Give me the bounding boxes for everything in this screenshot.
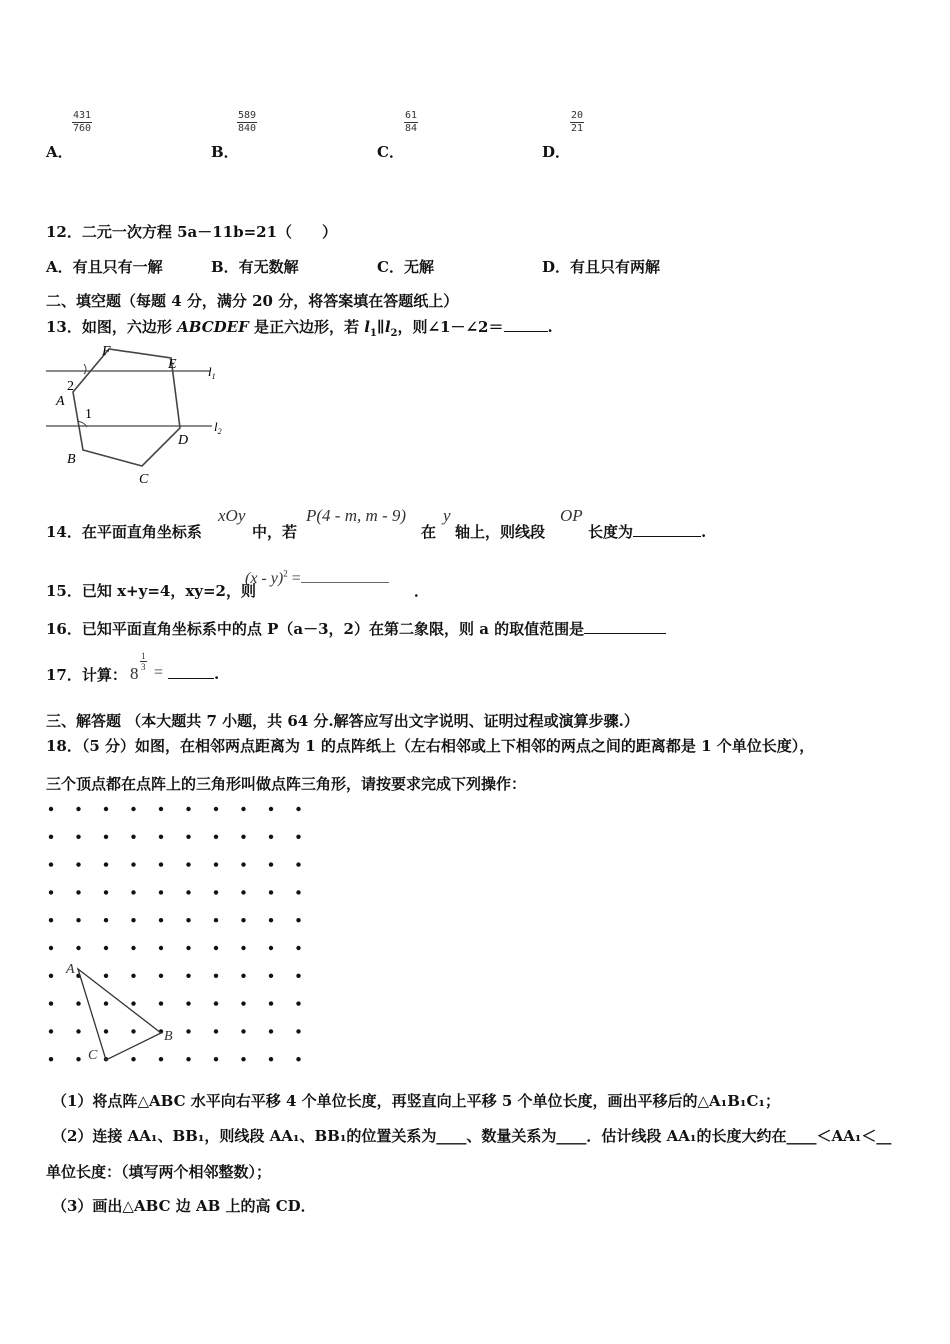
lattice-dot (186, 1001, 190, 1005)
lattice-dot (104, 946, 108, 950)
vertex-label-f: F (102, 344, 111, 359)
q11-option-d-fraction (570, 110, 584, 135)
lattice-dot (214, 890, 218, 894)
q14-mid2: 在 (421, 523, 437, 541)
q17-power-base: 8 (130, 664, 139, 683)
q14-plane-xoy: xOy (218, 506, 246, 525)
q13-stem-prefix: 13．如图，六边形 (46, 318, 178, 336)
q11-option-a-label: A． (46, 143, 73, 161)
q18-part1: （1）将点阵△ABC 水平向右平移 4 个单位长度，再竖直向上平移 5 个单位长度，画出平移后的△A₁B₁C₁； (52, 1092, 780, 1110)
lattice-dot (159, 974, 163, 978)
line-label-l1: $l_1$ (208, 364, 216, 381)
lattice-dot (159, 835, 163, 839)
lattice-dot (76, 862, 80, 866)
lattice-dot (296, 946, 300, 950)
lattice-dot (104, 890, 108, 894)
lattice-dot (131, 1029, 135, 1033)
lattice-dot (214, 862, 218, 866)
lattice-dot (214, 1001, 218, 1005)
fraction-numerator: 20 (571, 110, 584, 121)
q15-expr-power: 2 (283, 568, 288, 579)
lattice-dot (296, 1029, 300, 1033)
lattice-dot (49, 835, 53, 839)
lattice-dot (131, 918, 135, 922)
lattice-dot (241, 946, 245, 950)
lattice-dot (214, 918, 218, 922)
lattice-dot (76, 835, 80, 839)
lattice-dot (159, 1057, 163, 1061)
q12-option-c: C．无解 (377, 258, 434, 276)
q12-stem: 12．二元一次方程 5a－11b=21（ ） (46, 223, 338, 241)
lattice-dot (186, 1057, 190, 1061)
lattice-dot (186, 918, 190, 922)
fraction-numerator: 61 (405, 110, 418, 121)
q11-option-c-fraction (404, 110, 418, 135)
q18-line1: 18．（5 分）如图，在相邻两点距离为 1 的点阵纸上（左右相邻或上下相邻的两点之间的距离都是 1 个单位长度）， (46, 737, 815, 755)
lattice-dot (131, 835, 135, 839)
lattice-label-a: A (66, 962, 75, 977)
q17-equals: = (154, 664, 164, 681)
vertex-label-d: D (178, 433, 189, 448)
section-3-title: 三、解答题 （本大题共 7 小题，共 64 分.解答应写出文字说明、证明过程或演算步骤.） (46, 712, 639, 730)
vertex-label-c: C (139, 472, 149, 487)
lattice-dot (49, 1057, 53, 1061)
triangle-abc (78, 969, 161, 1060)
lattice-dot (186, 862, 190, 866)
lattice-dot (296, 1057, 300, 1061)
line-label-l2: $l_2$ (214, 419, 222, 436)
lattice-dot (296, 807, 300, 811)
angle-label-1: 1 (85, 407, 92, 422)
lattice-dot (269, 890, 273, 894)
q15-prefix: 15．已知 x+y=4，xy=2，则 (46, 582, 256, 600)
lattice-dot (159, 862, 163, 866)
fraction-denominator: 21 (571, 123, 584, 134)
lattice-dot (186, 974, 190, 978)
q12-option-b: B．有无数解 (211, 258, 299, 276)
lattice-dot (186, 1029, 190, 1033)
q17-answer (168, 664, 219, 683)
q18-part2a: （2）连接 AA₁、BB₁，则线段 AA₁、BB₁的位置关系为____、数量关系为____．估计线段 AA₁的长度大约在____＜AA₁＜__ (52, 1127, 892, 1145)
q13-parallel-sign: ∥ (376, 318, 385, 336)
lattice-dot (76, 1029, 80, 1033)
q17-exponent-denominator: 3 (141, 662, 146, 672)
lattice-dot (104, 835, 108, 839)
angle-2-arc (84, 364, 86, 374)
q14-prefix: 14．在平面直角坐标系 (46, 523, 202, 541)
q17-prefix: 17．计算： (46, 666, 127, 684)
q15-equals: = (291, 570, 301, 587)
q11-option-b-label: B． (211, 143, 239, 161)
fraction-denominator: 760 (73, 123, 92, 134)
lattice-dot (214, 974, 218, 978)
q14-axis-y: y (443, 506, 451, 525)
q13-hexagon-figure (40, 340, 240, 490)
q11-option-b-fraction (237, 110, 257, 135)
q15-answer-blank (301, 568, 389, 583)
lattice-dot (104, 974, 108, 978)
lattice-dot (49, 974, 53, 978)
lattice-dot (269, 1001, 273, 1005)
lattice-label-c: C (88, 1048, 98, 1063)
q16-answer-blank (584, 619, 666, 634)
q17-suffix: . (214, 665, 220, 683)
q14-segment-op: OP (560, 506, 583, 525)
lattice-dot (76, 1001, 80, 1005)
lattice-dot (296, 890, 300, 894)
lattice-dot (269, 974, 273, 978)
q12-option-a: A．有且只有一解 (46, 258, 163, 276)
lattice-dot (241, 918, 245, 922)
lattice-dot (49, 890, 53, 894)
q14-point-p: P(4 - m, m - 9) (306, 506, 407, 525)
lattice-dot (49, 946, 53, 950)
lattice-dot (131, 1057, 135, 1061)
lattice-label-b: B (164, 1029, 173, 1044)
lattice-dot (214, 1057, 218, 1061)
q13-answer-blank (504, 317, 548, 332)
lattice-dot (49, 1029, 53, 1033)
lattice-dot (76, 918, 80, 922)
q13-stem-suffix: ，则∠1－∠2＝ (397, 318, 504, 336)
q11-option-d-label: D． (542, 143, 571, 161)
lattice-dot (214, 807, 218, 811)
lattice-dot (159, 918, 163, 922)
lattice-dot (104, 1001, 108, 1005)
lattice-dot (296, 835, 300, 839)
lattice-dot (131, 1001, 135, 1005)
q17-answer-blank (168, 664, 214, 679)
lattice-dot (49, 918, 53, 922)
lattice-dot (131, 946, 135, 950)
lattice-dot (76, 890, 80, 894)
q14-mid3: 轴上，则线段 (455, 523, 546, 541)
vertex-label-a: A (56, 394, 65, 409)
lattice-dot (296, 974, 300, 978)
section-2-title: 二、填空题（每题 4 分，满分 20 分，将答案填在答题纸上） (46, 292, 459, 310)
lattice-dot (241, 862, 245, 866)
fraction-denominator: 84 (405, 123, 418, 134)
fraction-numerator: 431 (73, 110, 92, 121)
lattice-dot (186, 946, 190, 950)
q18-dot-lattice (40, 796, 310, 1071)
lattice-dot (104, 918, 108, 922)
angle-label-2: 2 (67, 379, 74, 394)
lattice-dot (241, 974, 245, 978)
lattice-dot (76, 946, 80, 950)
q14-mid1: 中，若 (252, 523, 298, 541)
q14-answer-blank (633, 522, 701, 537)
lattice-dot (159, 807, 163, 811)
lattice-dot (296, 862, 300, 866)
lattice-dot (269, 1029, 273, 1033)
lattice-dot (186, 890, 190, 894)
lattice-dot (269, 946, 273, 950)
lattice-dot (186, 835, 190, 839)
q17-exponent-fraction (140, 651, 147, 672)
lattice-dot (76, 1057, 80, 1061)
q13-stem: 13．如图，六边形 ABCDEF 是正六边形，若 $l_1\parallel l_2$，则∠1－∠2＝ . (46, 318, 553, 339)
lattice-dot (104, 1029, 108, 1033)
lattice-dot (159, 946, 163, 950)
lattice-dot (269, 807, 273, 811)
lattice-dot (104, 807, 108, 811)
lattice-dot (241, 890, 245, 894)
lattice-dot (269, 862, 273, 866)
lattice-dot (269, 1057, 273, 1061)
q15-expression (245, 568, 389, 588)
lattice-dot (214, 946, 218, 950)
lattice-dot (159, 1001, 163, 1005)
lattice-dot (214, 1029, 218, 1033)
lattice-dot (159, 890, 163, 894)
lattice-dot (241, 835, 245, 839)
q18-part3: （3）画出△ABC 边 AB 上的高 CD． (52, 1197, 316, 1215)
lattice-dot (241, 1029, 245, 1033)
lattice-dots (49, 807, 301, 1062)
lattice-dot (104, 862, 108, 866)
lattice-dot (269, 918, 273, 922)
q18-part2b: 单位长度：（填写两个相邻整数）； (46, 1163, 272, 1181)
lattice-dot (214, 835, 218, 839)
q16-text (46, 618, 666, 639)
lattice-dot (131, 890, 135, 894)
lattice-dot (296, 1001, 300, 1005)
vertex-label-b: B (67, 452, 76, 467)
lattice-dot (186, 807, 190, 811)
q13-line-l2-subscript: 2 (390, 328, 398, 339)
lattice-dot (49, 1001, 53, 1005)
q13-line-l1-subscript: 1 (369, 328, 377, 339)
vertex-label-e: E (168, 357, 177, 372)
lattice-dot (131, 974, 135, 978)
q15-suffix: ． (414, 582, 430, 600)
lattice-dot (49, 807, 53, 811)
q16-text-content: 16．已知平面直角坐标系中的点 P（a－3，2）在第二象限，则 a 的取值范围是 (46, 620, 585, 638)
q13-line-l1: l (364, 318, 370, 336)
fraction-denominator: 840 (238, 123, 257, 134)
lattice-dot (296, 918, 300, 922)
q14-suffix-text: 长度为 (588, 523, 634, 541)
q11-option-a-fraction (72, 110, 92, 135)
q13-stem-mid: 是正六边形，若 (248, 318, 365, 336)
q18-line2: 三个顶点都在点阵上的三角形叫做点阵三角形，请按要求完成下列操作： (46, 775, 527, 793)
lattice-dot (241, 807, 245, 811)
lattice-dot (131, 807, 135, 811)
q15-expr-base: (x - y) (245, 570, 284, 587)
lattice-dot (241, 1001, 245, 1005)
q17-exponent-numerator: 1 (141, 651, 146, 661)
q11-option-c-label: C． (377, 143, 404, 161)
fraction-numerator: 589 (238, 110, 257, 121)
lattice-dot (269, 835, 273, 839)
lattice-dot (49, 862, 53, 866)
q13-hexagon-name: ABCDEF (177, 318, 249, 336)
q13-line-l2: l (384, 318, 391, 336)
lattice-dot (131, 862, 135, 866)
q12-option-d: D．有且只有两解 (542, 258, 661, 276)
lattice-dot (76, 807, 80, 811)
q14-suffix: 长度为 . (588, 523, 707, 541)
lattice-dot (241, 1057, 245, 1061)
